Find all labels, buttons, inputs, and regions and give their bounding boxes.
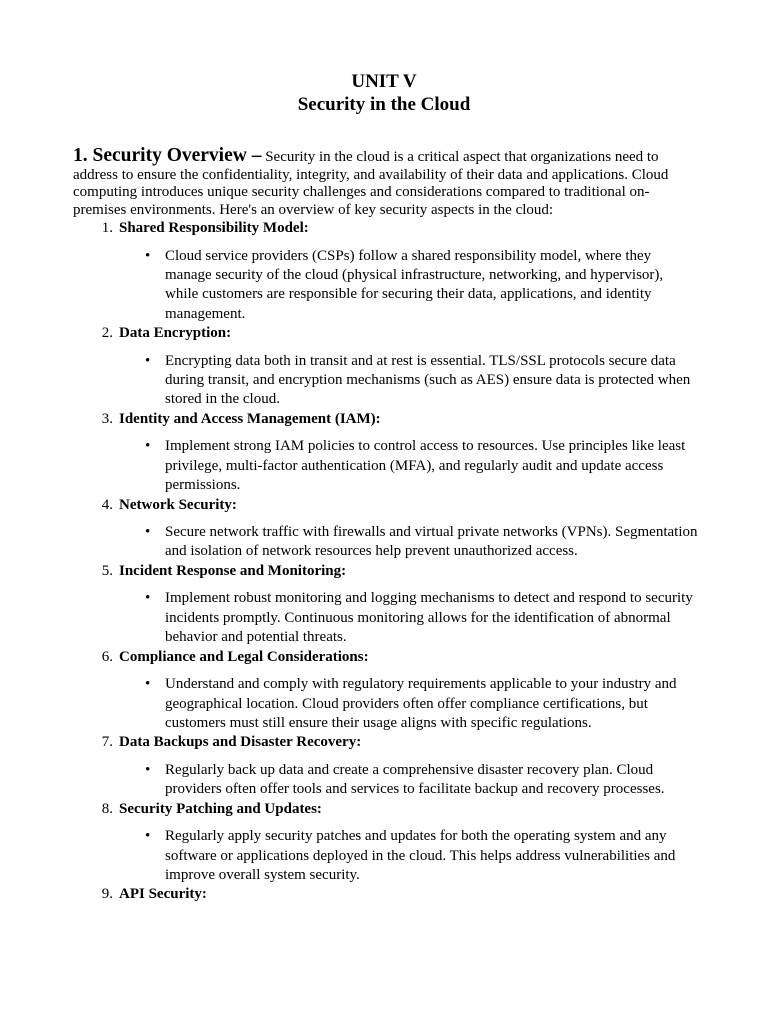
list-item — [73, 885, 698, 905]
bullet-text: Implement strong IAM policies to control access to resources. Use principles like least privilege, multi-factor authentication (MFA), and regularly audit and update access permissions. — [165, 438, 686, 494]
list-item-title: Compliance and Legal Considerations: — [119, 648, 369, 665]
list-item — [73, 324, 698, 344]
list-item — [73, 800, 698, 820]
list-item-number: 2. — [101, 325, 113, 342]
list-item — [73, 648, 698, 668]
intro-text: Security in the cloud is a critical aspect that organizations need to address to ensure the confidentiality, integrity, and availability of their data and applications. Cloud computing introduces unique security challenges and considerations compared to traditional on-premises environments. Here's an overview of key security aspects in the cloud: — [73, 149, 669, 218]
bullet-point — [73, 675, 698, 733]
list-item-title: Security Patching and Updates: — [119, 800, 322, 817]
title-block — [0, 70, 768, 116]
bullet-text: Understand and comply with regulatory requirements applicable to your industry and geographical location. Cloud providers often offer compliance certifications, but customers must still ensure their usage aligns with specific regulations. — [165, 676, 677, 731]
list-item-number: 7. — [101, 734, 113, 751]
list-item — [73, 733, 698, 753]
list-item-title: API Security: — [119, 886, 207, 903]
security-aspects-list — [73, 219, 698, 905]
list-item-number: 5. — [101, 562, 113, 579]
bullet-point — [73, 247, 698, 325]
list-item — [73, 219, 698, 239]
bullet-icon: • — [145, 352, 151, 369]
bullet-text: Secure network traffic with firewalls and virtual private networks (VPNs). Segmentation and isolation of network resources help prevent unauthorized access. — [165, 524, 698, 560]
bullet-point — [73, 352, 698, 410]
bullet-icon: • — [145, 438, 151, 455]
list-item-number: 8. — [101, 800, 113, 817]
list-item-title: Network Security: — [119, 496, 237, 513]
list-item-title: Shared Responsibility Model: — [119, 220, 309, 236]
bullet-icon: • — [145, 676, 151, 693]
intro-paragraph — [73, 147, 698, 219]
section-heading: 1. Security Overview – — [73, 145, 262, 166]
bullet-text: Implement robust monitoring and logging mechanisms to detect and respond to security incidents promptly. Continuous monitoring allows for the identification of abnormal behavior and potential threats. — [165, 590, 693, 646]
list-item-number: 1. — [101, 220, 113, 236]
bullet-icon: • — [145, 524, 151, 541]
bullet-icon: • — [145, 247, 151, 264]
list-item-title: Identity and Access Management (IAM): — [119, 410, 381, 427]
bullet-icon: • — [145, 590, 151, 607]
bullet-text: Encrypting data both in transit and at rest is essential. TLS/SSL protocols secure data during transit, and encryption mechanisms (such as AES) ensure data is protected when stored in the cloud. — [165, 352, 691, 408]
list-item — [73, 562, 698, 582]
bullet-text: Regularly back up data and create a comprehensive disaster recovery plan. Cloud providers often offer tools and services to facilitate backup and recovery processes. — [165, 761, 665, 798]
bullet-point — [73, 761, 698, 800]
list-item — [73, 496, 698, 516]
list-item — [73, 410, 698, 430]
list-item-number: 9. — [101, 886, 113, 903]
bullet-icon: • — [145, 828, 151, 845]
bullet-icon: • — [145, 761, 151, 778]
page-title: Security in the Cloud — [297, 94, 471, 115]
bullet-text: Regularly apply security patches and updates for both the operating system and any software or applications deployed in the cloud. This helps address vulnerabilities and improve overall system security. — [165, 828, 676, 883]
list-item-number: 4. — [101, 496, 113, 513]
unit-label: UNIT V — [351, 71, 417, 92]
bullet-point — [73, 523, 698, 562]
list-item-title: Data Backups and Disaster Recovery: — [119, 734, 362, 751]
list-item-number: 6. — [101, 648, 113, 665]
bullet-point — [73, 437, 698, 495]
list-item-number: 3. — [101, 410, 113, 427]
list-item-title: Data Encryption: — [119, 325, 232, 342]
bullet-text: Cloud service providers (CSPs) follow a shared responsibility model, where they manage security of the cloud (physical infrastructure, networking, and hypervisor), while customers are responsible for securing their data, applications, and identity management. — [165, 247, 664, 322]
bullet-point — [73, 589, 698, 647]
bullet-point — [73, 827, 698, 885]
list-item-title: Incident Response and Monitoring: — [119, 562, 347, 579]
